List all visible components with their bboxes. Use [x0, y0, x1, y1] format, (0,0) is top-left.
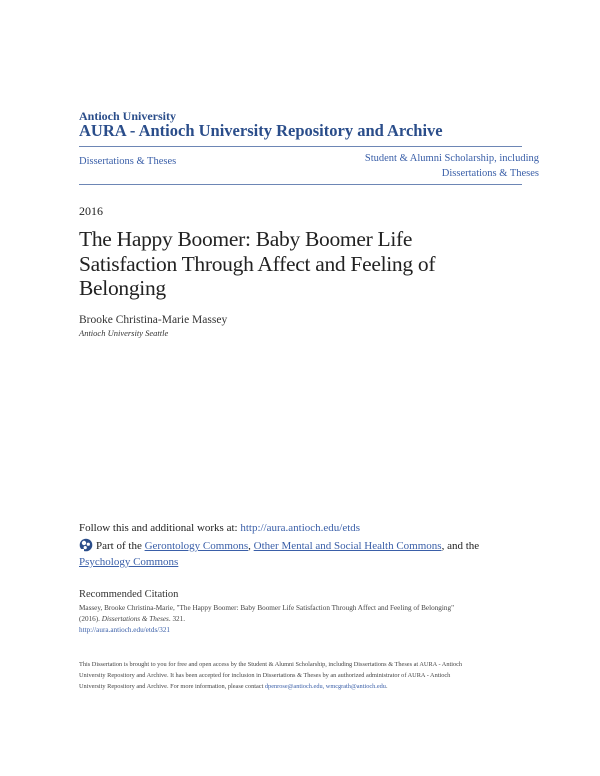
contact-email-link[interactable]: dpenrose@antioch.edu, wmcgrath@antioch.edu [264, 683, 386, 690]
series-link-dissertations[interactable]: Dissertations & Theses [79, 156, 177, 167]
citation-heading: Recommended Citation [79, 589, 179, 600]
document-title: The Happy Boomer: Baby Boomer Life Satisfaction Through Affect and Feeling of Belonging [79, 227, 436, 300]
publication-year: 2016 [79, 204, 103, 218]
citation-year: (2016). [79, 615, 102, 623]
network-icon [79, 538, 93, 552]
follow-line [79, 522, 360, 534]
citation-series: Dissertations & Theses [101, 615, 169, 623]
part-of-prefix: Part of the [96, 540, 145, 552]
institution-name: Antioch University [79, 109, 176, 123]
psychology-commons-link[interactable]: Psychology Commons [79, 556, 179, 568]
series-right-line2: Dissertations & Theses [441, 168, 539, 179]
notice-line2: University Repository and Archive. It has been accepted for inclusion in Dissertations & Theses by an authorized administrator of AURA - Antioch [79, 672, 451, 679]
divider-top [79, 146, 522, 147]
notice-end: . [385, 683, 388, 690]
repository-name: AURA - Antioch University Repository and Archive [79, 121, 443, 140]
citation-text [79, 603, 529, 636]
part-of-sep2: , and the [441, 540, 480, 552]
part-of-sep1: , [248, 540, 254, 552]
gerontology-commons-link[interactable]: Gerontology Commons [144, 540, 249, 552]
mental-social-health-commons-link[interactable]: Other Mental and Social Health Commons [253, 540, 442, 552]
series-link-student-alumni[interactable] [340, 151, 539, 181]
divider-bottom [79, 184, 522, 185]
citation-url-link[interactable]: http://aura.antioch.edu/etds/321 [79, 626, 171, 634]
author-affiliation: Antioch University Seattle [79, 328, 169, 338]
access-notice [79, 659, 531, 692]
series-right-line1: Student & Alumni Scholarship, including [364, 153, 539, 164]
follow-prefix: Follow this and additional works at: [79, 522, 241, 534]
notice-line1: This Dissertation is brought to you for free and open access by the Student & Alumni Scholarship, including Dissertations & Theses at AURA - Antioch [79, 661, 463, 668]
author-name: Brooke Christina-Marie Massey [79, 314, 228, 326]
part-of-line [79, 538, 519, 570]
citation-line1: Massey, Brooke Christina-Marie, "The Happy Boomer: Baby Boomer Life Satisfaction Through Affect and Feeling of Belonging" [79, 604, 455, 612]
notice-line3: University Repository and Archive. For more information, please contact [79, 683, 265, 690]
follow-url-link[interactable]: http://aura.antioch.edu/etds [240, 522, 361, 534]
citation-number: . 321. [168, 615, 186, 623]
